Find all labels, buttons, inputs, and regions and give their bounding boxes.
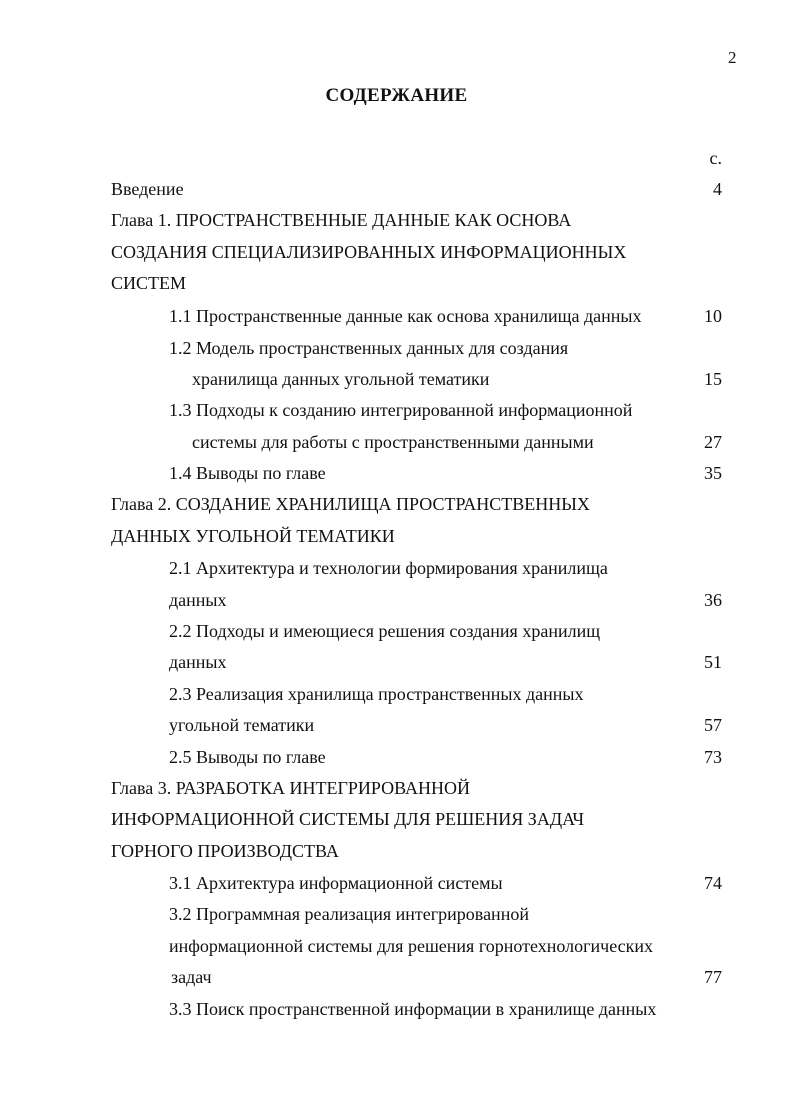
toc-page-2-3: 57 <box>704 715 722 735</box>
toc-page-intro: 4 <box>713 179 722 199</box>
page-number: 2 <box>728 48 737 67</box>
toc-chapter-2-line-2: ДАННЫХ УГОЛЬНОЙ ТЕМАТИКИ <box>111 526 395 546</box>
toc-chapter-1-line-2: СОЗДАНИЯ СПЕЦИАЛИЗИРОВАННЫХ ИНФОРМАЦИОННЫХ <box>111 242 627 262</box>
toc-section-1-3-line-2: системы для работы с пространственными данными <box>192 432 594 452</box>
toc-section-1-1: 1.1 Пространственные данные как основа хранилища данных <box>169 306 642 326</box>
toc-section-1-2-line-1: 1.2 Модель пространственных данных для создания <box>169 338 569 358</box>
toc-entry-intro: Введение <box>111 179 184 199</box>
toc-section-3-2-line-3: задач <box>171 967 212 987</box>
toc-section-2-5: 2.5 Выводы по главе <box>169 747 326 767</box>
toc-section-3-2-line-1: 3.2 Программная реализация интегрированной <box>169 904 529 924</box>
toc-page-3-1: 74 <box>704 873 722 893</box>
toc-section-3-3: 3.3 Поиск пространственной информации в хранилище данных <box>169 999 657 1019</box>
toc-page-2-1: 36 <box>704 590 722 610</box>
toc-page-1-1: 10 <box>704 306 722 326</box>
toc-section-2-3-line-1: 2.3 Реализация хранилища пространственных данных <box>169 684 584 704</box>
toc-section-1-4: 1.4 Выводы по главе <box>169 463 326 483</box>
toc-section-2-2-line-1: 2.2 Подходы и имеющиеся решения создания хранилищ <box>169 621 601 641</box>
toc-chapter-3-line-3: ГОРНОГО ПРОИЗВОДСТВА <box>111 841 339 861</box>
toc-chapter-2-line-1: Глава 2. СОЗДАНИЕ ХРАНИЛИЩА ПРОСТРАНСТВЕННЫХ <box>111 494 590 514</box>
toc-section-3-2-line-2: информационной системы для решения горнотехнологических <box>169 936 654 956</box>
toc-page-1-2: 15 <box>704 369 722 389</box>
toc-chapter-3-line-1: Глава 3. РАЗРАБОТКА ИНТЕГРИРОВАННОЙ <box>111 778 470 798</box>
toc-page-1-4: 35 <box>704 463 722 483</box>
toc-page-1-3: 27 <box>704 432 722 452</box>
toc-chapter-1-line-3: СИСТЕМ <box>111 273 187 293</box>
toc-chapter-3-line-2: ИНФОРМАЦИОННОЙ СИСТЕМЫ ДЛЯ РЕШЕНИЯ ЗАДАЧ <box>111 809 585 829</box>
toc-page-2-5: 73 <box>704 747 722 767</box>
page-title: СОДЕРЖАНИЕ <box>325 85 468 106</box>
toc-section-2-1-line-2: данных <box>169 590 227 610</box>
toc-section-2-2-line-2: данных <box>169 652 227 672</box>
toc-chapter-1-line-1: Глава 1. ПРОСТРАНСТВЕННЫЕ ДАННЫЕ КАК ОСНОВА <box>111 210 572 230</box>
toc-page-2-2: 51 <box>704 652 722 672</box>
toc-section-3-1: 3.1 Архитектура информационной системы <box>169 873 503 893</box>
page-column-header: с. <box>709 148 722 168</box>
toc-section-1-3-line-1: 1.3 Подходы к созданию интегрированной информационной <box>169 400 633 420</box>
toc-section-2-1-line-1: 2.1 Архитектура и технологии формирования хранилища <box>169 558 608 578</box>
toc-page-3-2: 77 <box>704 967 722 987</box>
toc-section-2-3-line-2: угольной тематики <box>169 715 315 735</box>
toc-section-1-2-line-2: хранилища данных угольной тематики <box>192 369 490 389</box>
